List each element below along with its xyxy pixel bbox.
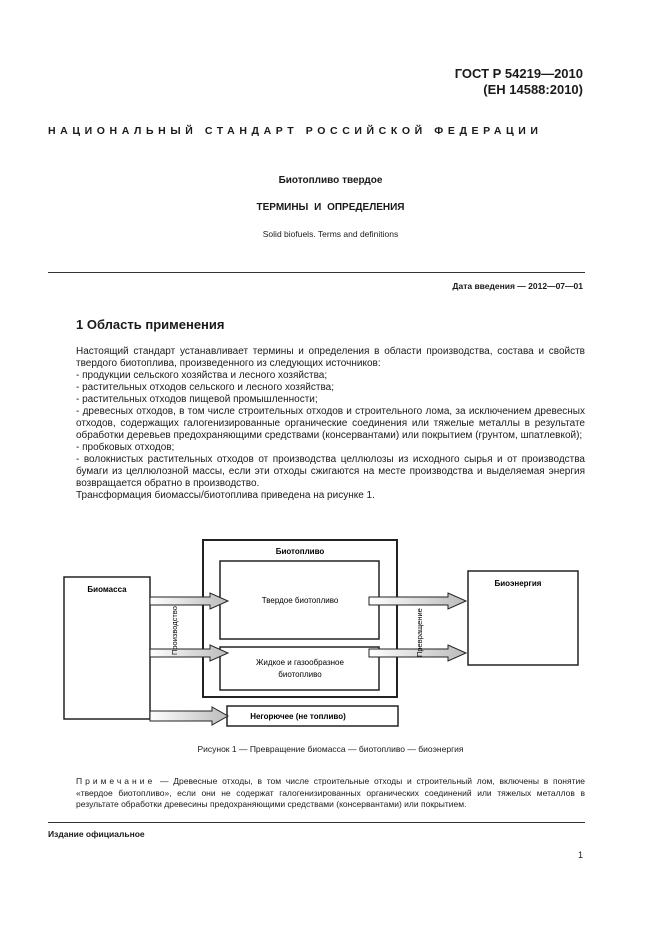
doc-title-en: Solid biofuels. Terms and definitions — [262, 229, 399, 239]
biomass-box — [64, 577, 150, 719]
conversion-label: Превращение — [415, 608, 424, 657]
note — [76, 776, 585, 811]
standard-code-en: (ЕН 14588:2010) — [483, 82, 583, 97]
national-standard-heading: НАЦИОНАЛЬНЫЙ СТАНДАРТ РОССИЙСКОЙ ФЕДЕРАЦИИ — [48, 125, 543, 137]
arrow-biomass-to-solid — [150, 593, 228, 609]
standard-code-ru: ГОСТ Р 54219—2010 — [454, 66, 583, 81]
nonfuel-label: Негорючее (не топливо) — [250, 712, 346, 721]
doc-subtitle: ТЕРМИНЫ И ОПРЕДЕЛЕНИЯ — [256, 202, 405, 213]
liquid-biofuel-label-1: Жидкое и газообразное — [256, 658, 344, 667]
page-number: 1 — [577, 850, 583, 860]
list-item: - пробковых отходов; — [76, 442, 175, 453]
doc-title: Биотопливо твердое — [278, 175, 383, 186]
note-label: Примечание — [76, 776, 156, 786]
biomass-label: Биомасса — [87, 585, 127, 594]
footer-divider — [48, 822, 585, 823]
intro-paragraph: Настоящий стандарт устанавливает термины и определения в области производства, состава и свойств твердого биотоплива, произведенного из следующих источников: — [76, 346, 585, 369]
arrow-biomass-to-nonfuel — [150, 707, 228, 725]
liquid-biofuel-label-2: биотопливо — [278, 670, 322, 679]
transform-paragraph: Трансформация биомассы/биотоплива приведена на рисунке 1. — [76, 490, 375, 501]
production-label: Производство — [170, 606, 179, 655]
biofuel-label: Биотопливо — [275, 547, 325, 556]
list-item: - растительных отходов пищевой промышленности; — [76, 394, 318, 405]
list-item: - растительных отходов сельского и лесного хозяйства; — [76, 382, 335, 393]
list-item: - волокнистых растительных отходов от производства целлюлозы из исходного сырья и от производства бумаги из целлюлозной массы, если эти отходы сжигаются на месте производства и выделяемая энергия возвращается обратно в производство. — [76, 454, 585, 489]
edition-label: Издание официальное — [48, 829, 145, 839]
intro-date: Дата введения — 2012—07—01 — [452, 281, 583, 291]
title-divider — [48, 272, 585, 273]
note-text: — Древесные отходы, в том числе строительные отходы и строительный лом, включены в понятие «твердое биотопливо», если они не содержат галогенизированных органических соединений или тяжелых металлов в результате обработки древесины предохраняющими средствами (консервантами) или покрытием. — [76, 776, 585, 809]
arrow-biomass-to-liquid — [150, 645, 228, 661]
solid-biofuel-label: Твердое биотопливо — [261, 596, 339, 605]
figure-caption: Рисунок 1 — Превращение биомасса — биотопливо — биоэнергия — [197, 744, 464, 754]
list-item: - древесных отходов, в том числе строительных отходов и строительного лома, за исключением древесных отходов, содержащих галогенизированные органические соединения или тяжелые металлы в результате обработки деревьев предохраняющими средствами (консервантами) или покрытием (грунтом, шпатлевкой); — [76, 406, 585, 441]
list-item: - продукции сельского хозяйства и лесного хозяйства; — [76, 370, 328, 381]
bioenergy-label: Биоэнергия — [494, 579, 542, 588]
section-heading: 1 Область применения — [76, 317, 225, 332]
standard-code — [455, 66, 583, 98]
liquid-biofuel-box — [220, 647, 379, 690]
figure-diagram — [0, 535, 661, 735]
section-body — [76, 346, 585, 502]
